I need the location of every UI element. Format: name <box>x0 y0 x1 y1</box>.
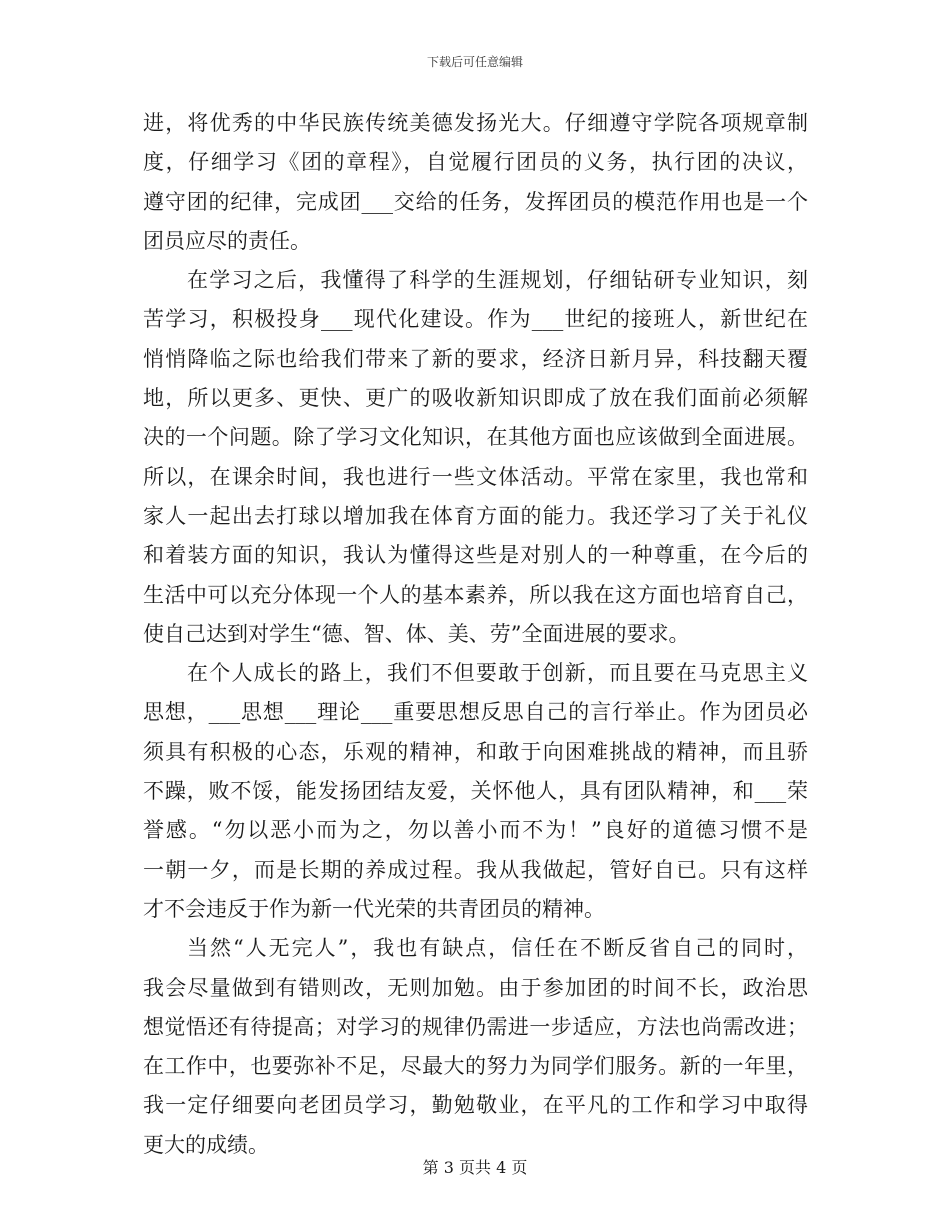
text-line: 进，将优秀的中华民族传统美德发扬光大。仔细遵守学院各项规章制 <box>143 111 808 135</box>
text-line: 当然“人无完人”，我也有缺点，信任在不断反省自己的同时， <box>187 936 808 961</box>
text-line: 生活中可以充分体现一个人的基本素养，所以我在这方面也培育自己， <box>143 582 808 607</box>
text-line: 在学习之后，我懂得了科学的生涯规划，仔细钻研专业知识，刻 <box>187 268 808 293</box>
text-line: 一朝一夕，而是长期的养成过程。我从我做起，管好自已。只有这样 <box>143 857 808 882</box>
text-line: 苦学习，积极投身___现代化建设。作为___世纪的接班人，新世纪在 <box>143 307 808 332</box>
text-line: 须具有积极的心态，乐观的精神，和敢于向困难挑战的精神，而且骄 <box>143 739 808 764</box>
text-line: 度，仔细学习《团的章程》，自觉履行团员的义务，执行团的决议， <box>143 150 808 175</box>
text-line: 决的一个问题。除了学习文化知识，在其他方面也应该做到全面进展。 <box>143 425 808 450</box>
text-line: 家人一起出去打球以增加我在体育方面的能力。我还学习了关于礼仪 <box>143 503 808 528</box>
text-line: 所以，在课余时间，我也进行一些文体活动。平常在家里，我也常和 <box>143 464 808 489</box>
text-line: 不躁，败不馁，能发扬团结友爱，关怀他人，具有团队精神，和___荣 <box>143 779 808 804</box>
text-line: 想觉悟还有待提高；对学习的规律仍需进一步适应，方法也尚需改进； <box>143 1014 808 1039</box>
text-line: 地，所以更多、更快、更广的吸收新知识即成了放在我们面前必须解 <box>143 386 808 411</box>
text-line: 和着装方面的知识，我认为懂得这些是对别人的一种尊重，在今后的 <box>143 543 808 568</box>
text-line: 在个人成长的路上，我们不但要敢于创新，而且要在马克思主义 <box>187 661 808 686</box>
text-line: 我会尽量做到有错则改，无则加勉。由于参加团的时间不长，政治思 <box>143 975 808 1000</box>
text-line: 才不会违反于作为新一代光荣的共青团员的精神。 <box>143 896 605 921</box>
text-line: 使自己达到对学生“德、智、体、美、劳”全面进展的要求。 <box>143 621 690 646</box>
text-line: 在工作中，也要弥补不足，尽最大的努力为同学们服务。新的一年里， <box>143 1054 808 1079</box>
document-body <box>143 104 808 1165</box>
text-line: 遵守团的纪律，完成团___交给的任务，发挥团员的模范作用也是一个 <box>143 189 808 214</box>
text-line: 更大的成绩。 <box>143 1132 269 1157</box>
text-line: 悄悄降临之际也给我们带来了新的要求，经济日新月异，科技翻天覆 <box>143 346 808 371</box>
text-line: 思想，___思想___理论___重要思想反思自己的言行举止。作为团员必 <box>143 700 808 725</box>
text-line: 誉感。“勿以恶小而为之，勿以善小而不为！”良好的道德习惯不是 <box>143 818 808 843</box>
page-header: 下载后可任意编辑 <box>426 55 523 69</box>
text-line: 我一定仔细要向老团员学习，勤勉敬业，在平凡的工作和学习中取得 <box>143 1093 808 1118</box>
page-number: 第 3 页共 4 页 <box>422 1158 528 1177</box>
text-line: 团员应尽的责任。 <box>143 228 311 253</box>
